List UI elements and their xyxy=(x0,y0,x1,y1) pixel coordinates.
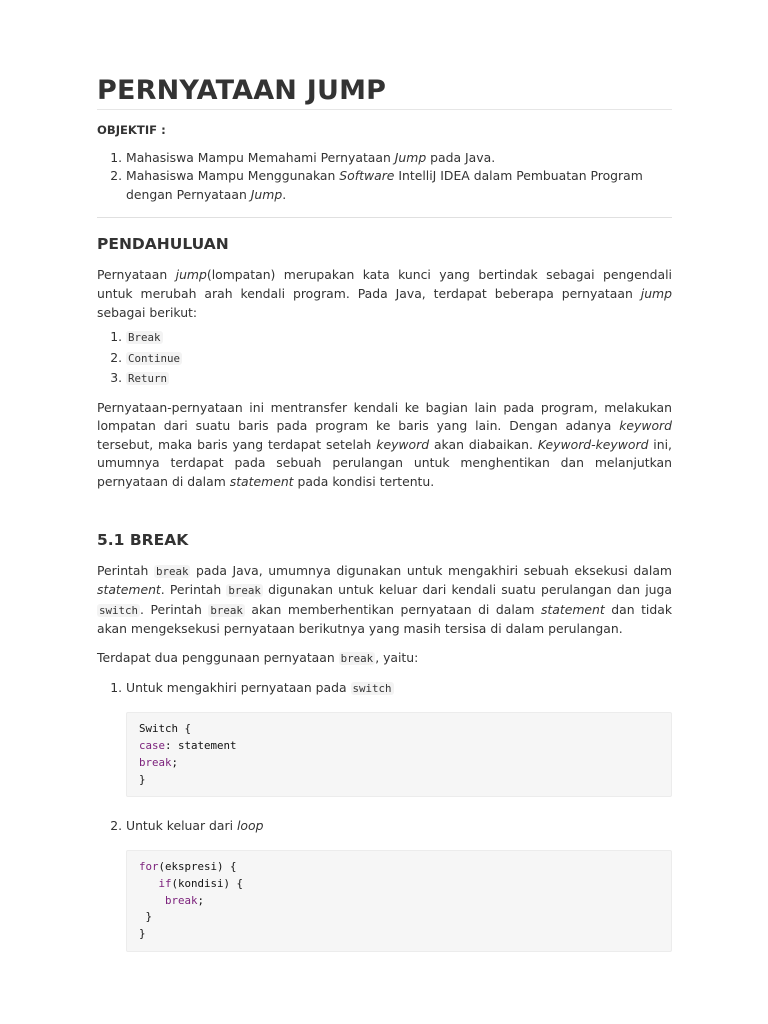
break-paragraph-2: Terdapat dua penggunaan pernyataan break , yaitu: xyxy=(97,650,419,665)
document-page xyxy=(97,74,672,952)
divider xyxy=(97,217,672,218)
objective-item-2: 2. Mahasiswa Mampu Menggunakan Software IntelliJ IDEA dalam Pembuatan Program dengan Pernyataan Jump. xyxy=(126,167,672,204)
code-block-loop: for(ekspresi) { if(kondisi) { break; } } xyxy=(126,850,672,952)
break-paragraph-1: Perintah break pada Java, umumnya digunakan untuk mengakhiri sebuah eksekusi dalam statement. Perintah break digunakan untuk keluar dari kendali suatu perulangan dan juga switch . Perintah break akan memberhentikan pernyataan di dalam statement dan tidak akan mengeksekusi pernyataan berikutnya yang masih tersisa di dalam perulangan. xyxy=(97,562,673,637)
usage-item-2: 2. Untuk keluar dari loop for(ekspresi) { if(kondisi) { break; } } xyxy=(126,817,672,952)
objective-item-1: 1. Mahasiswa Mampu Memahami Pernyataan Jump pada Java. xyxy=(126,149,672,168)
section-heading-pendahuluan: PENDAHULUAN xyxy=(97,235,229,254)
objective-list xyxy=(97,149,672,205)
list-item: 3. Return xyxy=(126,368,672,389)
page-title: PERNYATAAN JUMP xyxy=(97,74,672,110)
intro-paragraph-2: Pernyataan-pernyataan ini mentransfer kendali ke bagian lain pada program, melakukan lompatan dari suatu baris pada program ke baris yang lain. Dengan adanya keyword tersebut, maka baris yang terdapat setelah keyword akan diabaikan. Keyword-keyword ini, umumnya terdapat pada sebuah perulangan untuk menghentikan dan melanjutkan pernyataan di dalam statement pada kondisi tertentu. xyxy=(97,399,672,490)
section-heading-break: 5.1 BREAK xyxy=(97,530,189,549)
list-item: 1. Break xyxy=(126,327,672,348)
list-item: 2. Continue xyxy=(126,348,672,369)
objective-label: OBJEKTIF : xyxy=(97,123,166,137)
intro-paragraph-1: Pernyataan jump(lompatan) merupakan kata kunci yang bertindak sebagai pengendali untuk merubah arah kendali program. Pada Java, terdapat beberapa pernyataan jump sebagai berikut: xyxy=(97,267,672,320)
jump-statement-list xyxy=(97,327,672,389)
code-block-switch: Switch { case: statement break; } xyxy=(126,712,672,797)
break-usage-list xyxy=(97,679,672,952)
usage-item-1: 1. Untuk mengakhiri pernyataan pada switch Switch { case: statement break; } xyxy=(126,679,672,798)
